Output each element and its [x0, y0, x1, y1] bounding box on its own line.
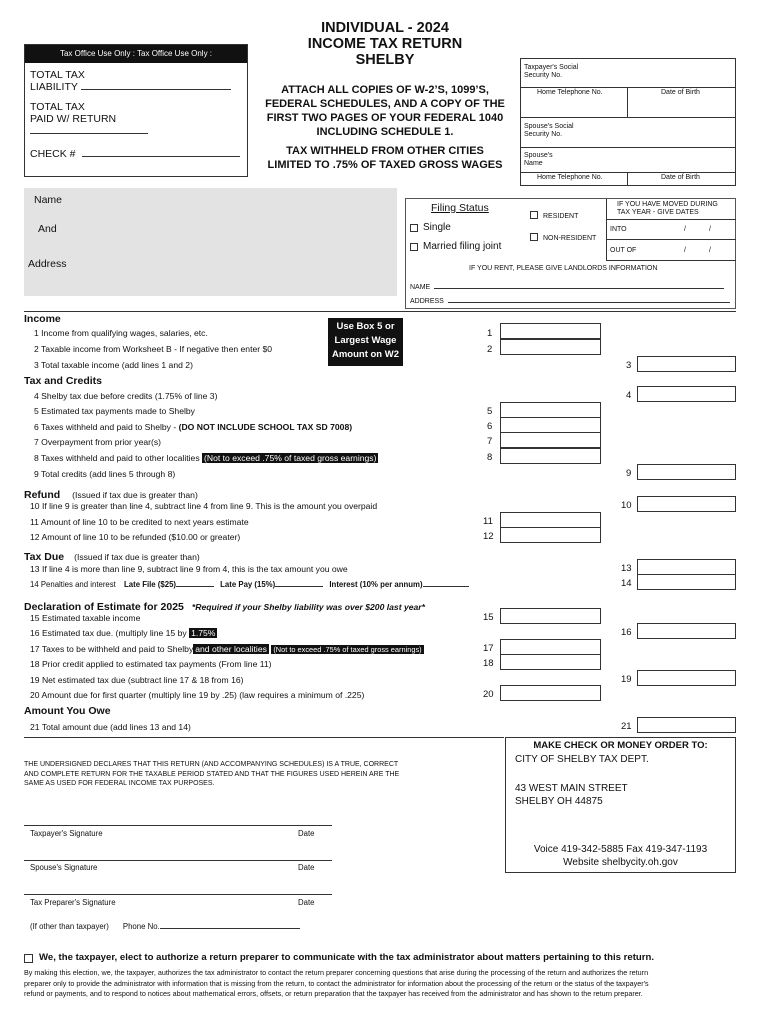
- line21-label: 21 Total amount due (add lines 13 and 14): [30, 722, 191, 732]
- withheld-instruction-1: TAX WITHHELD FROM OTHER CITIES: [286, 145, 484, 157]
- phone-label: Phone No.: [122, 922, 160, 931]
- home-phone-label: Home Telephone No.: [537, 89, 603, 96]
- landlord-name-label: NAME: [410, 284, 431, 291]
- attach-instruction-2: FEDERAL SCHEDULES, AND A COPY OF THE: [265, 98, 505, 110]
- refund-subheading: (Issued if tax due is greater than): [72, 490, 198, 500]
- form-title-line3: SHELBY: [355, 52, 415, 68]
- line8-number: 8: [487, 452, 493, 463]
- line13-number: 13: [621, 563, 632, 574]
- line4-number: 4: [626, 390, 632, 401]
- line21-field[interactable]: [637, 717, 736, 733]
- preparer-other-note: (If other than taxpayer): [30, 922, 109, 931]
- authorize-body-2: preparer only to provide the administrator with information that is missing from the return, to contact the administrator for information about the processing of the return or the status of the taxpayer's: [24, 978, 649, 988]
- line9-field[interactable]: [637, 464, 736, 480]
- withheld-instruction-2: LIMITED TO .75% OF TAXED GROSS WAGES: [267, 159, 503, 171]
- name-label: Name: [34, 194, 63, 206]
- outof-label: OUT OF: [610, 247, 637, 254]
- line6-label: 6 Taxes withheld and paid to Shelby -: [34, 422, 179, 432]
- phone-field[interactable]: [160, 928, 300, 929]
- payee-city: SHELBY OH 44875: [515, 796, 603, 807]
- line16-field[interactable]: [637, 623, 736, 639]
- line19-number: 19: [621, 674, 632, 685]
- attach-instruction-4: INCLUDING SCHEDULE 1.: [316, 126, 454, 138]
- line6-school-note: (DO NOT INCLUDE SCHOOL TAX SD 7008): [178, 422, 353, 432]
- line15-number: 15: [483, 612, 494, 623]
- line17-field[interactable]: [500, 639, 601, 655]
- total-liability-label-1: TOTAL TAX: [30, 69, 85, 81]
- total-paid-field[interactable]: [30, 125, 148, 134]
- total-liability-label-2: LIABILITY: [30, 81, 78, 93]
- line3-label: 3 Total taxable income (add lines 1 and 2): [34, 360, 193, 370]
- landlord-address-field[interactable]: [448, 302, 730, 303]
- line16-rate: 1.75%: [191, 628, 216, 638]
- taxpayer-date-label: Date: [298, 829, 315, 838]
- line1-label: 1 Income from qualifying wages, salaries, etc.: [34, 328, 208, 338]
- line4-label: 4 Shelby tax due before credits (1.75% of line 3): [34, 391, 218, 401]
- line10-number: 10: [621, 500, 632, 511]
- line6-number: 6: [487, 421, 493, 432]
- declaration-line-2: AND COMPLETE RETURN FOR THE TAXABLE PERIOD STATED AND THAT THE FIGURES USED HEREIN ARE THE: [24, 770, 400, 778]
- check-number-label: CHECK #: [30, 148, 76, 160]
- name-address-box[interactable]: [24, 188, 397, 296]
- spouse-ssn-label: Spouse's Social: [524, 123, 574, 130]
- line17-number: 17: [483, 643, 494, 654]
- spouse-signature-label: Spouse's Signature: [30, 863, 98, 872]
- tax-office-banner: Tax Office Use Only : Tax Office Use Only :: [25, 45, 247, 63]
- taxpayer-info-box: [520, 58, 736, 186]
- landlord-address-label: ADDRESS: [410, 298, 444, 305]
- outof-slash-2: /: [709, 247, 711, 254]
- form-title-line1: INDIVIDUAL - 2024: [321, 20, 449, 36]
- line10-label: 10 If line 9 is greater than line 4, subtract line 4 from line 9. This is the amount you overpaid: [30, 501, 378, 511]
- payee-website: Website shelbycity.oh.gov: [563, 857, 678, 868]
- line3-number: 3: [626, 360, 632, 371]
- spouse-ssn-label-2: Security No.: [524, 131, 563, 138]
- line14-label: 14 Penalties and interest: [30, 580, 116, 589]
- line9-label: 9 Total credits (add lines 5 through 8): [34, 469, 176, 479]
- line14-field[interactable]: [637, 574, 736, 590]
- dob-label: Date of Birth: [661, 89, 700, 96]
- line5-field[interactable]: [500, 402, 601, 418]
- line1-number: 1: [487, 328, 493, 339]
- line11-label: 11 Amount of line 10 to be credited to next years estimate: [30, 517, 249, 527]
- preparer-date-label: Date: [298, 898, 315, 907]
- authorize-checkbox[interactable]: [24, 954, 33, 963]
- interest-label: Interest (10% per annum): [329, 580, 423, 589]
- into-label: INTO: [610, 226, 627, 233]
- payment-heading: MAKE CHECK OR MONEY ORDER TO:: [533, 740, 708, 751]
- spouse-signature-field[interactable]: [24, 874, 332, 895]
- nonresident-label: NON-RESIDENT: [543, 235, 597, 242]
- line13-label: 13 If line 4 is more than line 9, subtract line 9 from 4, this is the tax amount you owe: [30, 564, 348, 574]
- resident-label: RESIDENT: [543, 213, 579, 220]
- check-number-field[interactable]: [82, 156, 240, 157]
- line10-field[interactable]: [637, 496, 736, 512]
- spouse-name-label-2: Name: [524, 160, 543, 167]
- line18-label: 18 Prior credit applied to estimated tax payments (From line 11): [30, 659, 272, 669]
- declaration-line-3: SAME AS USED FOR FEDERAL INCOME TAX PURPOSES.: [24, 780, 215, 787]
- credits-heading: Tax and Credits: [24, 375, 102, 387]
- line21-number: 21: [621, 721, 632, 732]
- spouse-name-label: Spouse's: [524, 152, 553, 159]
- preparer-signature-label: Tax Preparer's Signature: [30, 898, 116, 907]
- line2-label: 2 Taxable income from Worksheet B - If negative then enter $0: [34, 344, 273, 354]
- wage-note-3: Amount on W2: [331, 349, 399, 360]
- payee-phone: Voice 419-342-5885 Fax 419-347-1193: [533, 844, 708, 855]
- line7-field[interactable]: [500, 432, 601, 448]
- line2-number: 2: [487, 344, 493, 355]
- line12-field[interactable]: [500, 527, 601, 543]
- line16-label: 16 Estimated tax due. (multiply line 15 by: [30, 628, 187, 638]
- line14-number: 14: [621, 578, 632, 589]
- line17-other-localities: and other localities: [195, 644, 267, 654]
- line11-number: 11: [483, 516, 493, 527]
- line4-field[interactable]: [637, 386, 736, 402]
- line8-limit-note: (Not to exceed .75% of taxed gross earnings): [204, 453, 377, 463]
- attach-instruction-3: FIRST TWO PAGES OF YOUR FEDERAL 1040: [266, 112, 504, 124]
- late-pay-field[interactable]: [275, 586, 323, 587]
- line6-field[interactable]: [500, 417, 601, 433]
- taxpayer-signature-label: Taxpayer's Signature: [30, 829, 103, 838]
- line20-number: 20: [483, 689, 494, 700]
- resident-checkbox[interactable]: [530, 211, 538, 219]
- total-paid-label-1: TOTAL TAX: [30, 101, 85, 113]
- line7-number: 7: [487, 436, 493, 447]
- and-label: And: [38, 223, 57, 235]
- into-slash-2: /: [709, 226, 711, 233]
- outof-slash-1: /: [684, 247, 686, 254]
- taxpayer-ssn-label: Taxpayer's Social: [524, 64, 579, 71]
- line19-label: 19 Net estimated tax due (subtract line 17 & 18 from 16): [30, 675, 244, 685]
- taxpayer-ssn-label-2: Security No.: [524, 72, 563, 79]
- wage-box-note: [328, 318, 403, 366]
- estimate-heading: Declaration of Estimate for 2025: [24, 601, 184, 613]
- wage-note-1: Use Box 5 or: [336, 321, 395, 332]
- authorize-body-3: refund or payments, and to respond to notices about mathematical errors, offsets, or return preparation that the taxpayer has received from the administrator and has shown to the return preparer.: [24, 989, 643, 998]
- authorize-heading: We, the taxpayer, elect to authorize a return preparer to communicate with the tax administrator about matters pertaining to this return.: [39, 952, 655, 963]
- line5-label: 5 Estimated tax payments made to Shelby: [34, 406, 195, 416]
- spouse-date-label: Date: [298, 863, 315, 872]
- interest-field[interactable]: [423, 586, 469, 587]
- filing-status-title: Filing Status: [431, 202, 489, 214]
- income-heading: Income: [24, 313, 61, 325]
- line1-field[interactable]: [500, 323, 601, 339]
- payee-name: CITY OF SHELBY TAX DEPT.: [515, 754, 649, 765]
- line12-label: 12 Amount of line 10 to be refunded ($10.00 or greater): [30, 532, 241, 542]
- line8-field[interactable]: [500, 448, 601, 464]
- taxdue-subheading: (Issued if tax due is greater than): [74, 552, 200, 562]
- late-file-label: Late File ($25): [124, 580, 176, 589]
- spouse-home-phone-label: Home Telephone No.: [537, 174, 603, 181]
- line5-number: 5: [487, 406, 493, 417]
- payee-street: 43 WEST MAIN STREET: [515, 783, 628, 794]
- taxdue-heading: Tax Due: [24, 551, 65, 563]
- refund-heading: Refund: [24, 489, 61, 501]
- total-paid-label-2: PAID W/ RETURN: [30, 113, 117, 125]
- line8-label: 8 Taxes withheld and paid to other localities: [34, 453, 200, 463]
- form-title-line2: INCOME TAX RETURN: [307, 36, 463, 52]
- late-pay-label: Late Pay (15%): [220, 580, 276, 589]
- spouse-dob-label: Date of Birth: [661, 174, 700, 181]
- line9-number: 9: [626, 468, 632, 479]
- line12-number: 12: [483, 531, 494, 542]
- line18-field[interactable]: [500, 654, 601, 670]
- total-liability-field[interactable]: [81, 89, 231, 90]
- taxpayer-signature-field[interactable]: [24, 840, 332, 861]
- line18-number: 18: [483, 658, 494, 669]
- filing-status-box: [405, 198, 736, 309]
- line7-label: 7 Overpayment from prior year(s): [34, 437, 162, 447]
- landlord-instruction: IF YOU RENT, PLEASE GIVE LANDLORDS INFORMATION: [469, 265, 658, 272]
- address-label: Address: [28, 258, 67, 270]
- line17-label: 17 Taxes to be withheld and paid to Shelby: [30, 644, 194, 654]
- line15-field[interactable]: [500, 608, 601, 624]
- tax-office-box: [24, 44, 248, 177]
- authorize-body-1: By making this election, we, the taxpayer, authorizes the tax administrator to contact the return preparer concerning questions that arise during the processing of the return and authorizes the return: [24, 968, 649, 977]
- landlord-name-field[interactable]: [434, 288, 724, 289]
- single-checkbox[interactable]: [410, 224, 418, 232]
- owe-heading: Amount You Owe: [24, 705, 111, 717]
- late-file-field[interactable]: [176, 586, 214, 587]
- declaration-line-1: THE UNDERSIGNED DECLARES THAT THIS RETURN (AND ACCOMPANYING SCHEDULES) IS A TRUE, CORRECT: [24, 761, 399, 768]
- moved-label-2: TAX YEAR - GIVE DATES: [617, 209, 699, 216]
- single-label: Single: [423, 222, 451, 233]
- nonresident-checkbox[interactable]: [530, 233, 538, 241]
- line20-label: 20 Amount due for first quarter (multiply line 19 by .25) (law requires a minimum of .225): [30, 690, 365, 700]
- line15-label: 15 Estimated taxable income: [30, 613, 141, 623]
- married-label: Married filing joint: [423, 241, 502, 252]
- payment-info-box: [505, 737, 736, 873]
- line3-field[interactable]: [637, 356, 736, 372]
- wage-note-2: Largest Wage: [334, 335, 397, 346]
- married-checkbox[interactable]: [410, 243, 418, 251]
- moved-label-1: IF YOU HAVE MOVED DURING: [617, 201, 718, 208]
- line13-field[interactable]: [637, 559, 736, 575]
- line16-number: 16: [621, 627, 632, 638]
- line17-limit-note: (Not to exceed .75% of taxed gross earnings): [273, 645, 422, 654]
- attach-instruction-1: ATTACH ALL COPIES OF W-2’S, 1099’S,: [281, 84, 489, 96]
- line11-field[interactable]: [500, 512, 601, 528]
- into-slash-1: /: [684, 226, 686, 233]
- line20-field[interactable]: [500, 685, 601, 701]
- line19-field[interactable]: [637, 670, 736, 686]
- estimate-subheading: *Required if your Shelby liability was over $200 last year*: [191, 602, 425, 612]
- line2-field[interactable]: [500, 339, 601, 355]
